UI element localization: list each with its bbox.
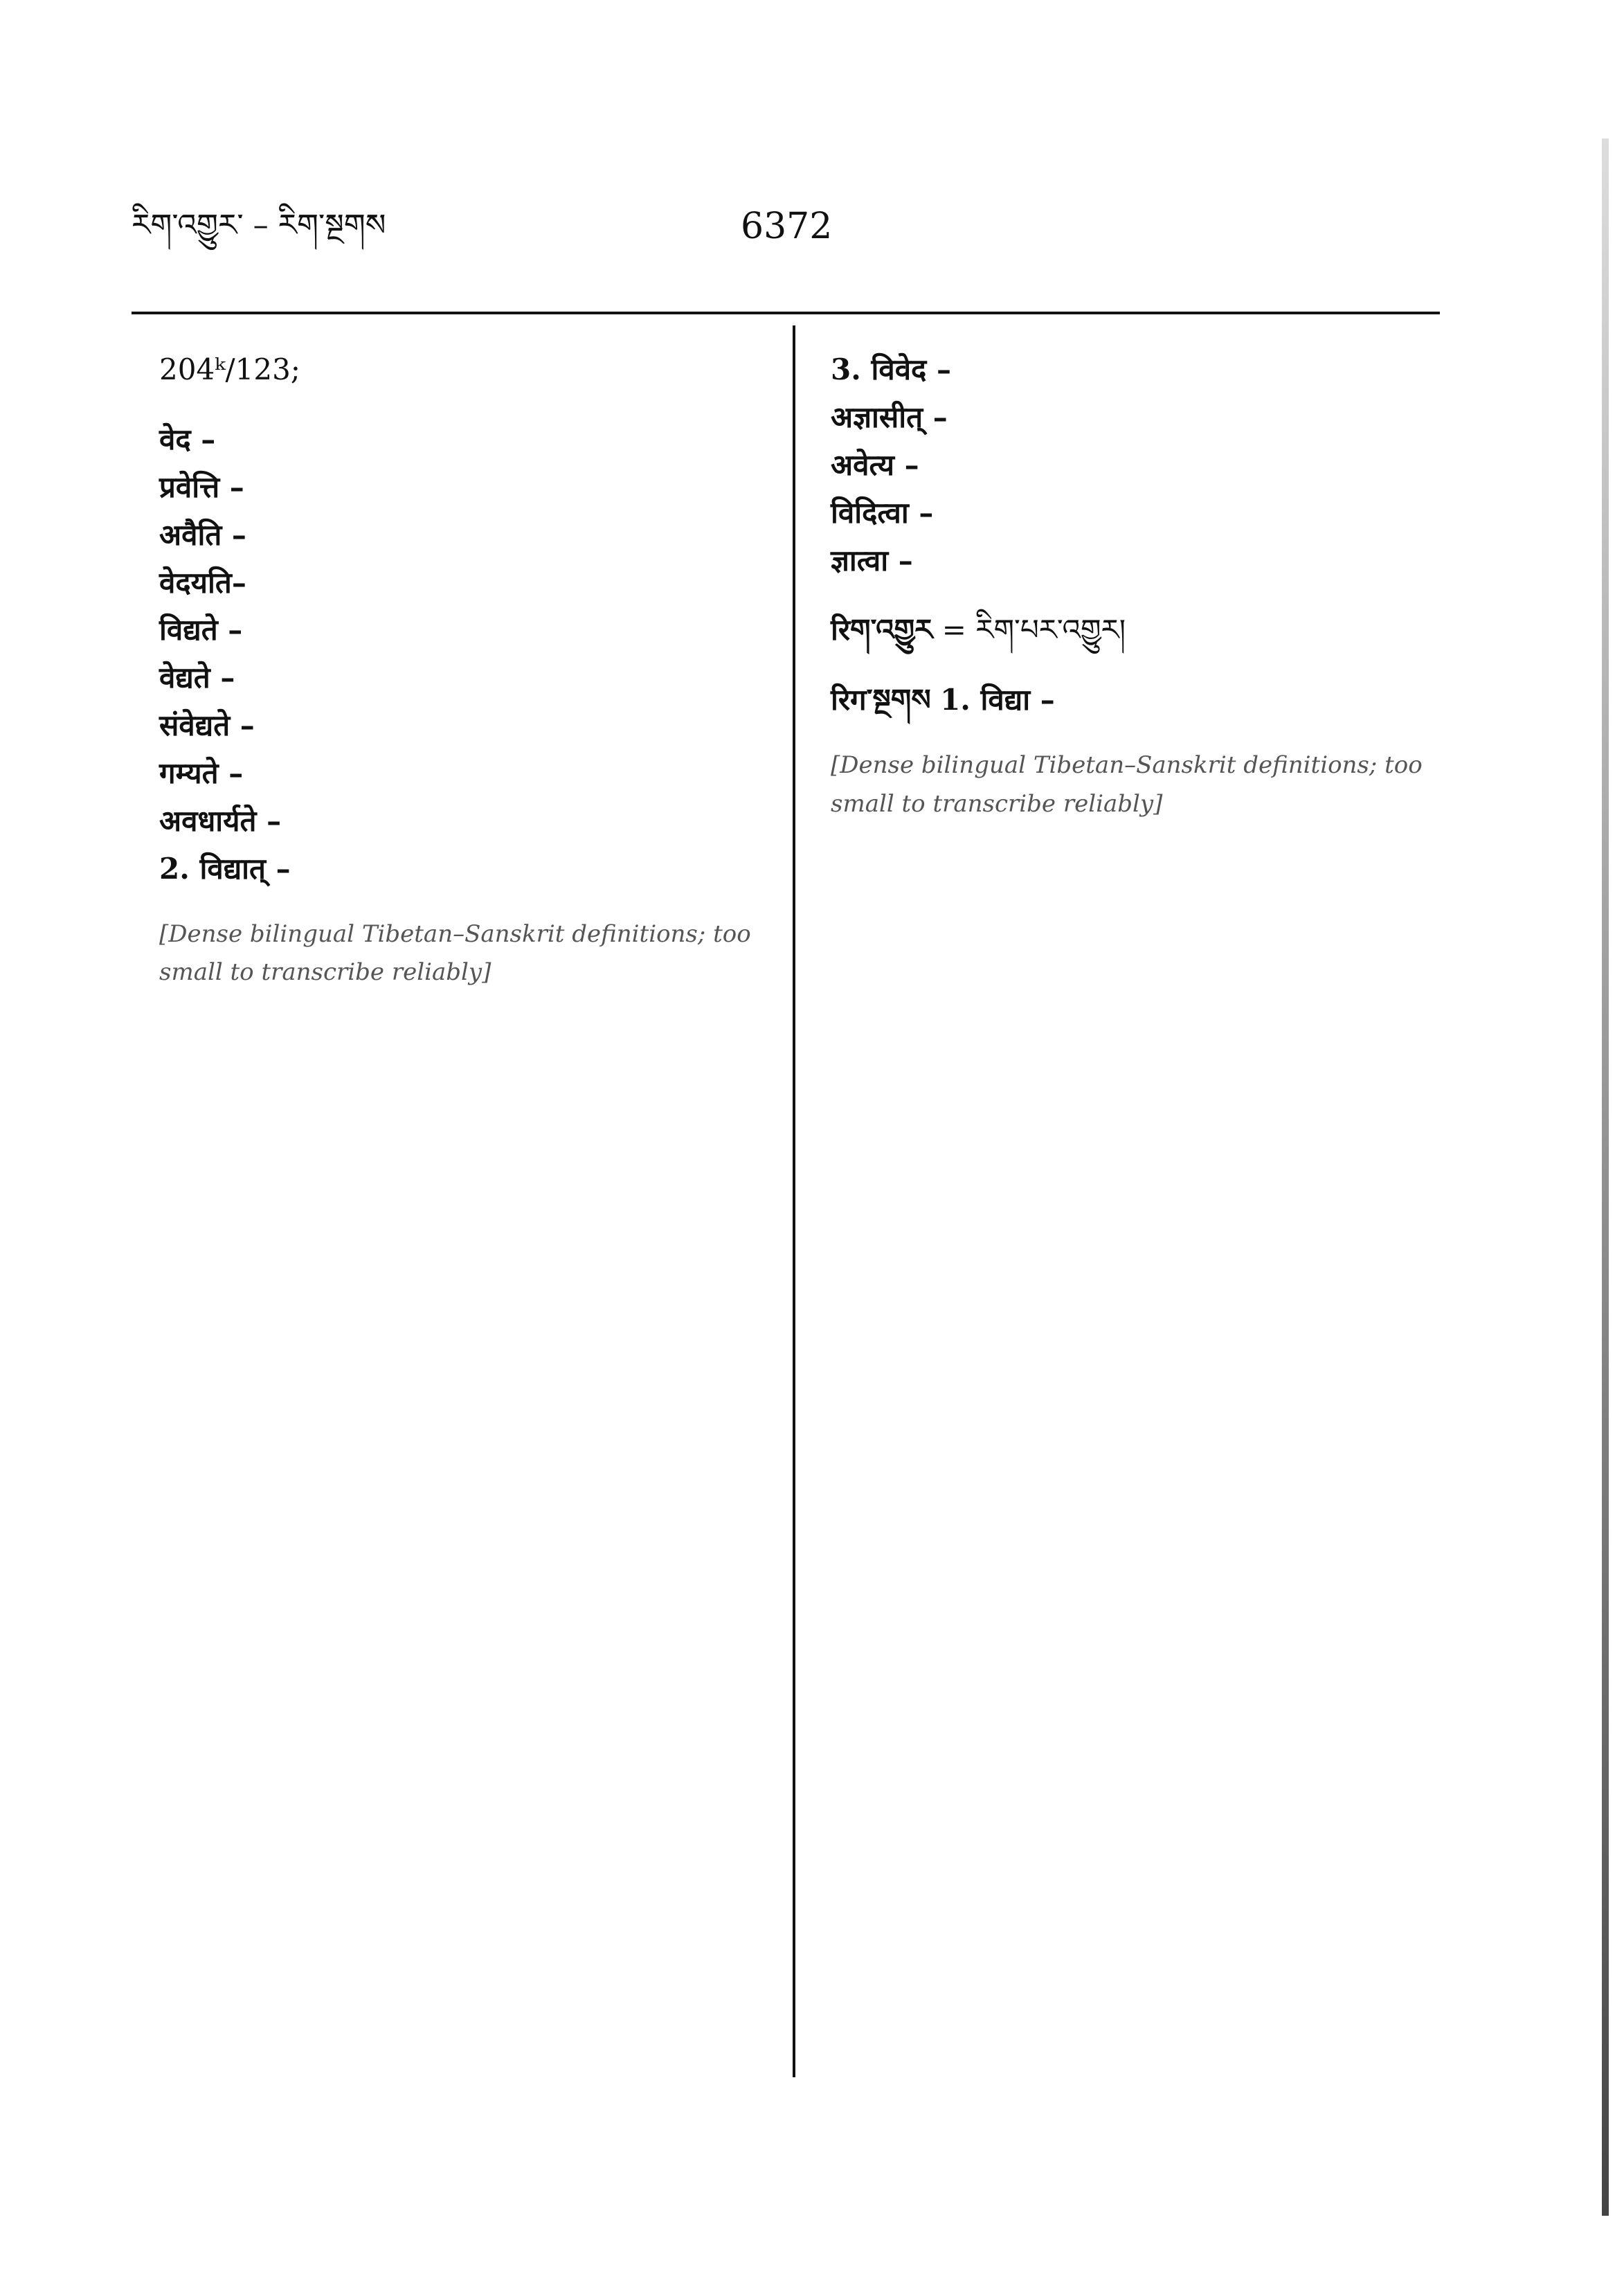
entry-head: अवैति – xyxy=(159,517,246,552)
entry-head: ज्ञात्वा – xyxy=(831,543,913,577)
entry-head: अवेत्य – xyxy=(831,447,919,482)
main-entry-sense: 1. विद्या – xyxy=(940,683,1055,717)
left-column xyxy=(159,346,768,1014)
entry-head: प्रवेत्ति – xyxy=(159,469,244,504)
main-entry-head: रिग་སྔགས xyxy=(831,683,931,717)
entry-head: वेदयति– xyxy=(159,565,246,600)
entry-head: विद्यते – xyxy=(159,613,243,647)
left-entry-block xyxy=(159,416,768,893)
left-body-placeholder: [Dense bilingual Tibetan–Sanskrit definitions; too small to transcribe reliably] xyxy=(159,920,751,987)
header-rule xyxy=(132,312,1440,314)
entry-head: अज्ञासीत् – xyxy=(831,400,948,434)
cross-reference-head: रिག་འགྱུར xyxy=(831,613,933,647)
entry-head: वेद – xyxy=(159,422,216,456)
entry-head: संवेद्यते – xyxy=(159,708,255,743)
page-number: 6372 xyxy=(741,206,833,247)
entry-head: गम्यते – xyxy=(159,756,244,790)
right-column xyxy=(831,346,1440,846)
right-body-placeholder: [Dense bilingual Tibetan–Sanskrit definitions; too small to transcribe reliably] xyxy=(831,751,1423,818)
entry-head: 2. विद्यात् – xyxy=(159,851,291,886)
left-first-line-text: 204ᵏ/123; xyxy=(159,352,300,386)
cross-reference-target: = རིག་པར་འགྱུར། xyxy=(941,613,1126,647)
running-head: རིག་འགྱུར་ – རིག་སྔགས xyxy=(132,208,386,243)
entry-head: वेद्यते – xyxy=(159,661,235,695)
main-entry xyxy=(831,676,1440,724)
left-first-line xyxy=(159,346,768,394)
cross-reference-entry xyxy=(831,607,1440,654)
page-spine-edge xyxy=(1602,138,1609,2216)
entry-head: 3. विवेद – xyxy=(831,352,951,386)
column-divider xyxy=(793,325,795,2077)
right-entry-block xyxy=(831,346,1440,584)
page-header xyxy=(132,208,1433,263)
entry-head: विदित्वा – xyxy=(831,495,934,530)
entry-head: अवधार्यते – xyxy=(159,803,282,838)
